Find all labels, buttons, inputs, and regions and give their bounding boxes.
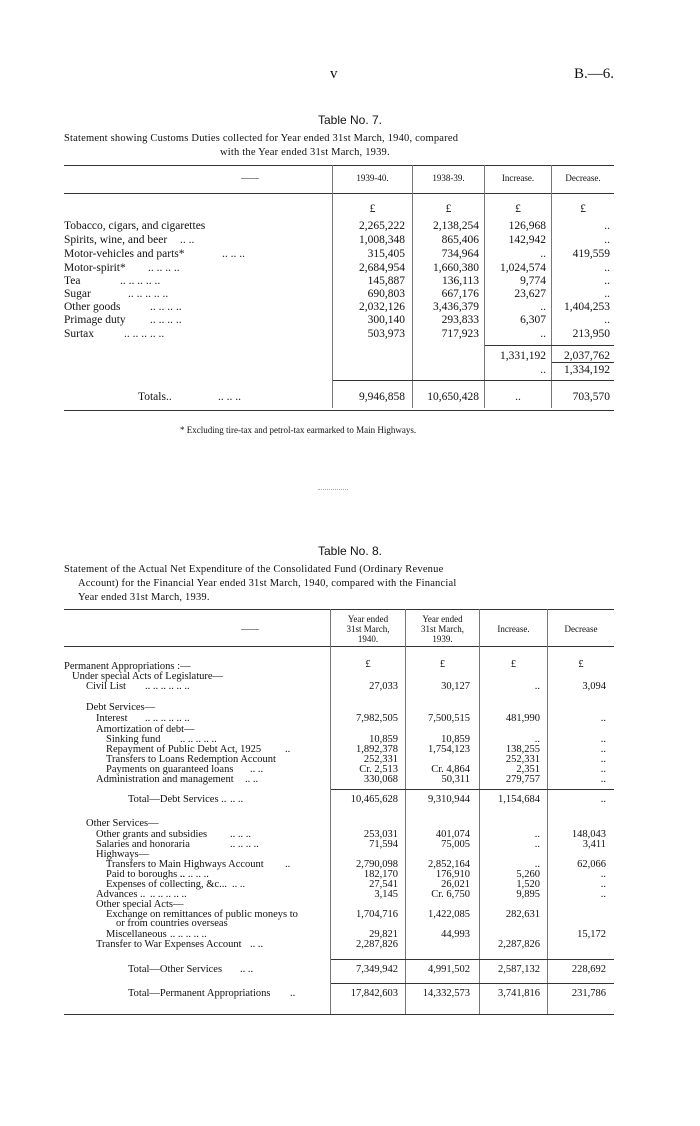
- table7-row-1938-39: 3,436,379: [433, 301, 479, 313]
- table7-bottom-rule: [64, 410, 614, 411]
- table8-row-label: Other special Acts—: [96, 899, 184, 910]
- currency-symbol: £: [580, 203, 586, 215]
- table8-row-decrease: ..: [600, 869, 606, 880]
- currency-symbol: £: [439, 659, 446, 670]
- table8-row-1940: 182,170: [363, 869, 398, 880]
- table8-header-increase: Increase.: [497, 624, 530, 634]
- header-line: 31st March,: [421, 624, 464, 634]
- table8-row-decrease: ..: [600, 744, 606, 755]
- table8-row-label: Permanent Appropriations :—: [64, 661, 191, 672]
- table8-row-leader: .. ..: [250, 764, 264, 775]
- table7-subtotal-rule-2: [552, 362, 614, 363]
- table8-row-1940: 2,790,098: [356, 859, 398, 870]
- table8-row-label: Amortization of debt—: [96, 724, 195, 735]
- table8-row-1940: 17,842,603: [350, 988, 398, 999]
- table7-row-1938-39: 1,660,380: [433, 262, 479, 274]
- header-line: Year ended: [422, 614, 463, 624]
- table7-row-1939-40: 145,887: [367, 275, 405, 287]
- table7-row-1938-39: 717,923: [441, 328, 479, 340]
- table7-row-1939-40: 503,973: [367, 328, 405, 340]
- table7-footnote: * Excluding tire-tax and petrol-tax earmarked to Main Highways.: [180, 425, 417, 435]
- table7-row-decrease: ..: [604, 314, 610, 326]
- table8-row-leader: .. ..: [250, 939, 264, 950]
- table7-row-increase: 6,307: [520, 314, 546, 326]
- table8-header-blank: ——: [241, 624, 259, 634]
- table8-row-leader: .. ..: [230, 794, 244, 805]
- table7-header-rule: [64, 193, 614, 194]
- table7-row-decrease: 1,404,253: [564, 301, 610, 313]
- table8-row-1940: 10,859: [369, 734, 398, 745]
- table7-row-increase: 9,774: [520, 275, 546, 287]
- currency-symbol: £: [510, 659, 517, 670]
- table8-header-decrease: Decrease: [564, 624, 598, 634]
- table7-row-label: Tobacco, cigars, and cigarettes: [64, 220, 206, 232]
- table8-row-decrease: 3,411: [582, 839, 606, 850]
- table8-row-decrease: ..: [600, 754, 606, 765]
- table8-row-leader: .. .. .. .. .. ..: [145, 681, 190, 692]
- table8-row-1939: 50,311: [441, 774, 470, 785]
- table7-row-increase: 126,968: [508, 220, 546, 232]
- table8-row-leader: .. .. .. .. ..: [150, 889, 187, 900]
- table8-row-leader: .. .. .. .. ..: [180, 734, 217, 745]
- table8-row-1939: 26,021: [441, 879, 470, 890]
- table8-top-rule: [64, 609, 614, 610]
- table8-header-rule: [64, 646, 614, 647]
- table7-row-1939-40: 315,405: [367, 248, 405, 260]
- table7-subtotal-increase: 1,331,192: [500, 350, 546, 362]
- table7-header-1938-39: 1938-39.: [432, 173, 465, 183]
- table8-row-increase: 2,587,132: [498, 964, 540, 975]
- table7-statement-line2: with the Year ended 31st March, 1939.: [220, 147, 390, 158]
- table8-row-label: Highways—: [96, 849, 150, 860]
- table8-row-1939: 75,005: [441, 839, 470, 850]
- table8-total-rule: [331, 959, 614, 960]
- table8-row-1940: 27,541: [369, 879, 398, 890]
- table7-totals-decrease: 703,570: [572, 391, 610, 403]
- table8-row-increase: 5,260: [516, 869, 540, 880]
- table7-totals-rule: [333, 380, 614, 381]
- table8-bottom-rule: [64, 1014, 614, 1015]
- header-line: 1940.: [357, 634, 379, 644]
- table8-row-label: Exchange on remittances of public moneys to: [106, 909, 298, 920]
- table7-row-1939-40: 2,684,954: [359, 262, 405, 274]
- table7-row-decrease: ..: [604, 275, 610, 287]
- table8-row-label: Sinking fund: [106, 734, 161, 745]
- table8-row-1939: 1,422,085: [428, 909, 470, 920]
- table8-row-increase: 282,631: [505, 909, 540, 920]
- header-line: 1939.: [432, 634, 453, 644]
- table8-row-label: Total—Permanent Appropriations: [128, 988, 271, 999]
- table7-row-decrease: ..: [604, 288, 610, 300]
- table8-row-1940: 2,287,826: [356, 939, 398, 950]
- table7-row-label: Spirits, wine, and beer: [64, 234, 168, 246]
- table8-row-leader: .. .. ..: [230, 829, 251, 840]
- table8-row-leader: .. ..: [232, 879, 246, 890]
- table7-row-leader: .. .. .. .. ..: [120, 275, 161, 287]
- table8-row-decrease: 231,786: [571, 988, 606, 999]
- table7-row-1939-40: 1,008,348: [359, 234, 405, 246]
- table8-row-1939: 176,910: [435, 869, 470, 880]
- table8-row-label: or from countries overseas: [116, 918, 228, 929]
- table7-row-decrease: ..: [604, 220, 610, 232]
- table7-row-leader: .. .. .. ..: [150, 314, 182, 326]
- table7-subtotal-rule: [485, 345, 614, 346]
- table8-row-label: Transfers to Main Highways Account: [106, 859, 264, 870]
- currency-symbol: £: [578, 659, 584, 670]
- currency-symbol: £: [445, 203, 452, 215]
- table8-row-1940: 253,031: [363, 829, 398, 840]
- table8-row-label: Civil List: [86, 681, 126, 692]
- table7-row-1938-39: 667,176: [441, 288, 479, 300]
- table7-top-rule: [64, 165, 614, 166]
- table7-header-increase: Increase.: [501, 173, 535, 183]
- table7-row-leader: .. .. .. .. ..: [124, 328, 165, 340]
- table8-row-label: Payments on guaranteed loans: [106, 764, 234, 775]
- table8-row-1939: Cr. 4,864: [431, 764, 470, 775]
- table8-title: Table No. 8.: [317, 544, 383, 558]
- table8-row-label: Transfers to Loans Redemption Account: [106, 754, 276, 765]
- table7-row-label: Surtax: [64, 328, 95, 340]
- table8-row-label: Other Services—: [86, 818, 159, 829]
- table8-row-leader: ..: [285, 859, 291, 870]
- table8-row-leader: ..: [285, 744, 291, 755]
- table7-statement-line1: Statement showing Customs Duties collected for Year ended 31st March, 1940, compared: [64, 133, 459, 144]
- table8-row-decrease: 3,094: [582, 681, 606, 692]
- table7-header-1939-40: 1939-40.: [356, 173, 389, 183]
- table7-row-increase: ..: [540, 328, 546, 340]
- table7-row-1939-40: 690,803: [367, 288, 405, 300]
- table8-header-1939: [406, 614, 479, 644]
- table8-row-1940: 3,145: [374, 889, 398, 900]
- table7-header-blank: ——: [241, 173, 259, 183]
- table8-row-label: Other grants and subsidies: [96, 829, 208, 840]
- table8-row-increase: ..: [534, 681, 540, 692]
- table7-row-increase: ..: [540, 301, 546, 313]
- table8-row-1940: 10,465,628: [350, 794, 398, 805]
- table8-row-label: Under special Acts of Legislature—: [72, 671, 224, 682]
- table8-row-1940: 7,349,942: [356, 964, 398, 975]
- table7-row-1938-39: 734,964: [441, 248, 479, 260]
- table7-row-1938-39: 293,833: [441, 314, 479, 326]
- table7-totals-label: Totals..: [138, 391, 172, 403]
- table8-statement-line1: Statement of the Actual Net Expenditure of the Consolidated Fund (Ordinary Revenue: [64, 564, 444, 575]
- table8-row-decrease: ..: [600, 774, 606, 785]
- currency-symbol: £: [369, 203, 376, 215]
- table7-totals-1938-39: 10,650,428: [427, 391, 479, 403]
- header-line: Year ended: [347, 614, 389, 624]
- table7-row-label: Motor-spirit*: [64, 262, 126, 274]
- table8-row-increase: 1,520: [516, 879, 540, 890]
- table8-row-label: Paid to boroughs ..: [106, 869, 186, 880]
- table8-row-1939: Cr. 6,750: [431, 889, 470, 900]
- table8-row-1939: 14,332,573: [422, 988, 470, 999]
- table8-row-1939: 2,852,164: [428, 859, 470, 870]
- document-code: B.—6.: [574, 66, 615, 82]
- table8-row-decrease: 148,043: [571, 829, 606, 840]
- table8-row-label: Total—Debt Services ..: [128, 794, 227, 805]
- table7-row-1939-40: 2,265,222: [359, 220, 405, 232]
- table8-row-increase: ..: [534, 734, 540, 745]
- table8-row-1939: 4,991,502: [428, 964, 470, 975]
- table7-row-leader: .. .. .. ..: [148, 262, 180, 274]
- table7-row-1938-39: 136,113: [442, 275, 479, 287]
- table8-row-1939: 401,074: [435, 829, 470, 840]
- table8-row-decrease: ..: [600, 794, 606, 805]
- page-number: v: [330, 66, 338, 82]
- table7-subtotal-decrease: 2,037,762: [564, 350, 610, 362]
- table7-row-1938-39: 865,406: [441, 234, 479, 246]
- table8-row-increase: 279,757: [505, 774, 540, 785]
- table7-row-leader: .. .. .. ..: [150, 301, 182, 313]
- table8-total-rule: [331, 789, 614, 790]
- table8-row-leader: .. .. .. ..: [180, 869, 209, 880]
- table8-row-label: Repayment of Public Debt Act, 1925: [106, 744, 262, 755]
- table7-totals-1939-40: 9,946,858: [359, 391, 405, 403]
- table7-row-increase: 23,627: [514, 288, 546, 300]
- table8-row-leader: .. .. .. ..: [230, 839, 259, 850]
- table7-row-leader: .. ..: [180, 234, 195, 246]
- table8-row-decrease: 228,692: [571, 964, 606, 975]
- table8-row-leader: ..: [290, 988, 296, 999]
- table8-row-leader: .. .. .. .. ..: [170, 929, 207, 940]
- table8-row-1940: 27,033: [369, 681, 398, 692]
- table8-total-rule: [331, 983, 614, 984]
- table8-row-1940: 330,068: [363, 774, 398, 785]
- table8-row-increase: 3,741,816: [498, 988, 540, 999]
- table7-row-increase: 1,024,574: [500, 262, 546, 274]
- table8-row-1939: 7,500,515: [428, 713, 470, 724]
- table7-row-label: Primage duty: [64, 314, 126, 326]
- table8-row-1940: 29,821: [369, 929, 398, 940]
- table7-row-1938-39: 2,138,254: [433, 220, 479, 232]
- table7-totals-leader: .. .. ..: [218, 391, 241, 403]
- table7-row-label: Other goods: [64, 301, 121, 313]
- table8-row-increase: 252,331: [505, 754, 540, 765]
- table8-row-decrease: ..: [600, 889, 606, 900]
- table8-row-increase: 2,351: [516, 764, 540, 775]
- table8-row-label: Debt Services—: [86, 702, 156, 713]
- table8-row-1939: 44,993: [441, 929, 470, 940]
- table8-row-1940: 7,982,505: [356, 713, 398, 724]
- table8-row-decrease: ..: [600, 879, 606, 890]
- table7-row-increase: 142,942: [508, 234, 546, 246]
- table8-row-increase: 2,287,826: [498, 939, 540, 950]
- table8-row-1939: 10,859: [441, 734, 470, 745]
- table8-row-increase: 1,154,684: [498, 794, 540, 805]
- table7-row-decrease: ..: [604, 234, 610, 246]
- table8-row-decrease: ..: [600, 764, 606, 775]
- table8-row-label: Administration and management: [96, 774, 234, 785]
- table8-row-leader: .. .. .. .. .. ..: [145, 713, 190, 724]
- table7-row-1939-40: 300,140: [367, 314, 405, 326]
- table8-row-label: Total—Other Services: [128, 964, 223, 975]
- table8-row-label: Advances ..: [96, 889, 146, 900]
- table8-row-1940: 1,892,378: [356, 744, 398, 755]
- table7-subtotal-increase-2: ..: [540, 364, 546, 376]
- table8-row-1940: 71,594: [369, 839, 398, 850]
- table8-row-label: Interest: [96, 713, 128, 724]
- table8-row-decrease: ..: [600, 713, 606, 724]
- table8-row-increase: ..: [534, 839, 540, 850]
- table7-row-leader: .. .. ..: [222, 248, 245, 260]
- table8-row-1939: 9,310,944: [428, 794, 470, 805]
- table7-header-decrease: Decrease.: [565, 173, 601, 183]
- table8-row-increase: 481,990: [505, 713, 540, 724]
- table7-row-decrease: 419,559: [572, 248, 610, 260]
- table8-row-1939: 1,754,123: [428, 744, 470, 755]
- section-separator: [318, 489, 348, 490]
- currency-symbol: £: [365, 659, 371, 670]
- table8-row-increase: 9,895: [516, 889, 540, 900]
- table7-row-label: Sugar: [64, 288, 91, 300]
- table7-row-increase: ..: [540, 248, 546, 260]
- currency-symbol: £: [515, 203, 521, 215]
- table7-title: Table No. 7.: [317, 113, 383, 127]
- table7-row-leader: .. .. .. .. ..: [128, 288, 169, 300]
- table8-row-1939: 30,127: [441, 681, 470, 692]
- table8-row-1940: 1,704,716: [356, 909, 398, 920]
- table8-statement-line2: Account) for the Financial Year ended 31st March, 1940, compared with the Financial: [78, 578, 457, 589]
- table8-row-increase: ..: [534, 829, 540, 840]
- table8-row-1940: Cr. 2,513: [359, 764, 398, 775]
- table7-row-label: Motor-vehicles and parts*: [64, 248, 185, 260]
- table8-row-label: Transfer to War Expenses Account: [96, 939, 242, 950]
- table8-statement-line3: Year ended 31st March, 1939.: [78, 592, 210, 603]
- table8-row-label: Salaries and honoraria: [96, 839, 190, 850]
- table8-header-1940: [331, 614, 405, 644]
- table8-row-1940: 252,331: [363, 754, 398, 765]
- table7-row-decrease: ..: [604, 262, 610, 274]
- table8-row-decrease: ..: [600, 734, 606, 745]
- table8-row-label: Miscellaneous: [106, 929, 167, 940]
- table8-row-increase: ..: [534, 859, 540, 870]
- table7-totals-increase: ..: [515, 391, 521, 403]
- header-line: 31st March,: [346, 624, 390, 634]
- table7-row-1939-40: 2,032,126: [359, 301, 405, 313]
- table8-row-leader: .. ..: [245, 774, 259, 785]
- table8-row-leader: .. ..: [240, 964, 254, 975]
- table7-row-decrease: 213,950: [572, 328, 610, 340]
- table8-row-decrease: 15,172: [577, 929, 606, 940]
- table7-row-label: Tea: [64, 275, 81, 287]
- table8-row-label: Expenses of collecting, &c...: [106, 879, 228, 890]
- table7-subtotal-decrease-2: 1,334,192: [564, 364, 610, 376]
- table8-row-decrease: 62,066: [577, 859, 606, 870]
- table8-row-increase: 138,255: [505, 744, 540, 755]
